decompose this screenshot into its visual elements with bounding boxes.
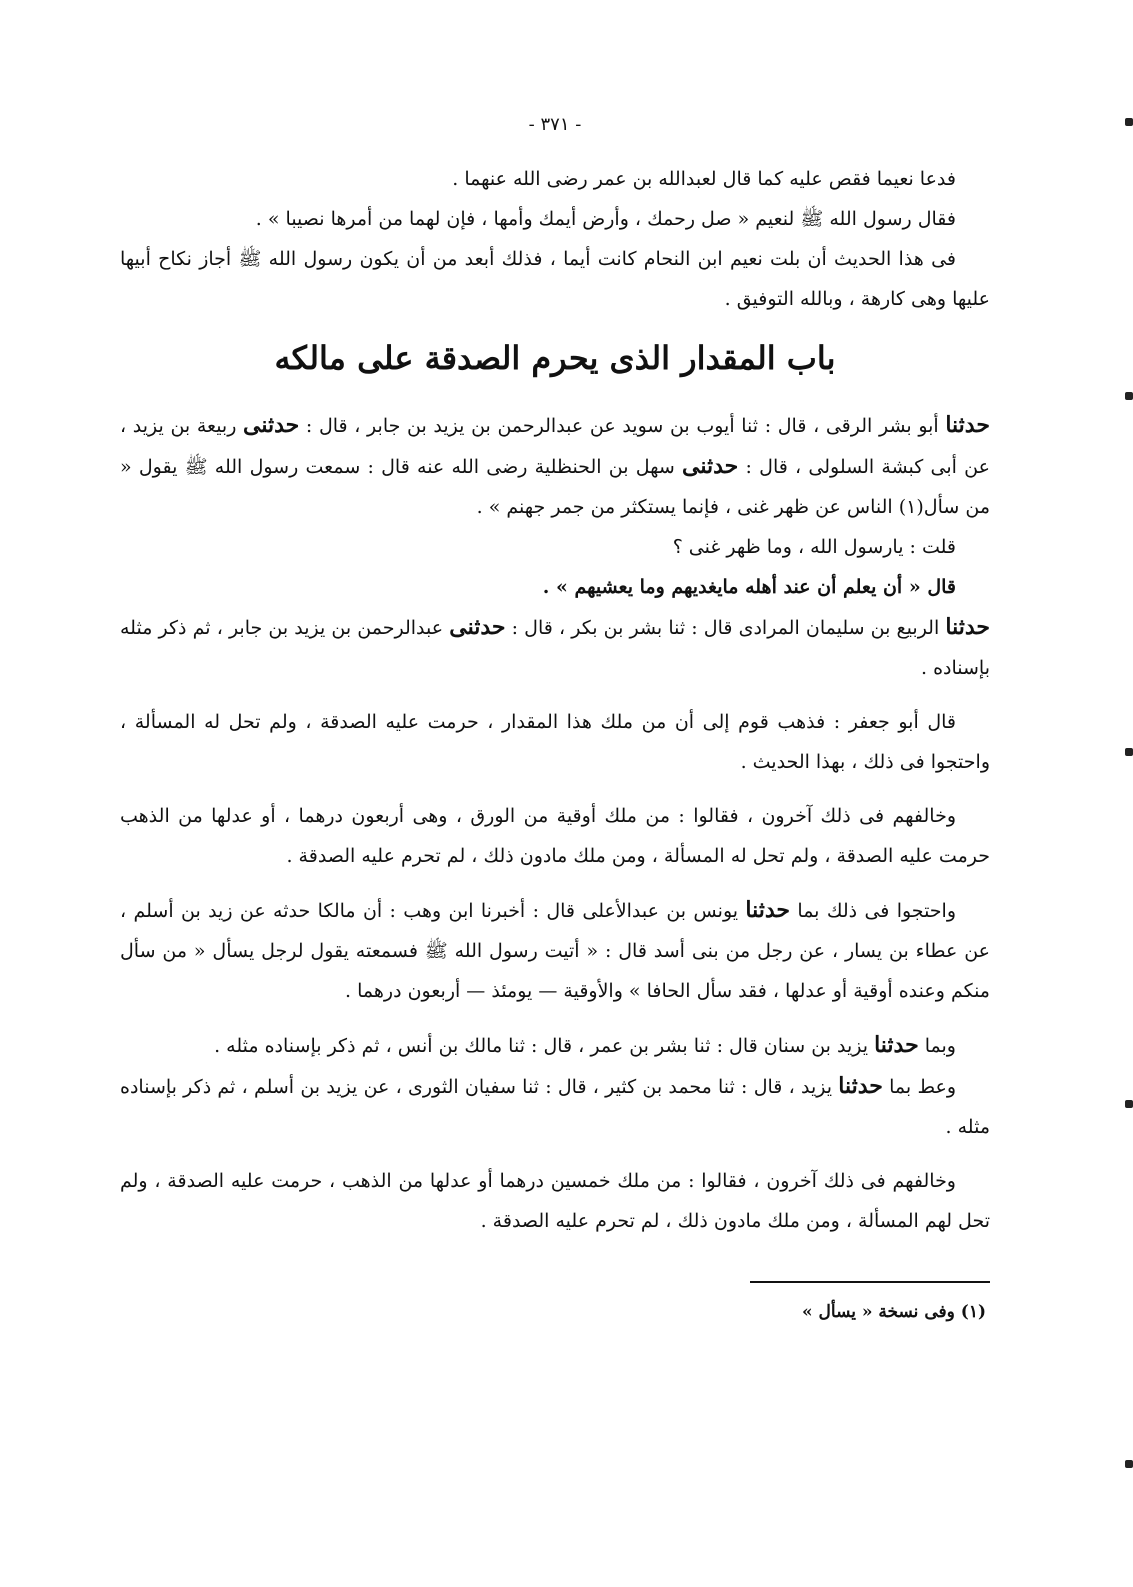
narration-keyword: حدثنى (682, 453, 739, 479)
paragraph-text: وبما (924, 1035, 956, 1057)
narration-keyword: حدثنا (945, 412, 990, 438)
narration-keyword: حدثنا (874, 1032, 919, 1058)
footnote: (١) وفى نسخة « يسأل » (802, 1302, 986, 1322)
paragraph-2: قلت : يارسول الله ، وما ظهر غنى ؟ (672, 536, 956, 558)
paragraph-text: الربيع بن سليمان المرادى قال : ثنا بشر بن بكر ، قال : (511, 617, 940, 639)
paragraph-text: أبو بشر الرقى ، قال : ثنا أيوب بن سويد عن عبدالرحمن بن يزيد بن جابر ، قال : (305, 415, 939, 437)
paragraph-10: وخالفهم فى ذلك آخرون ، فقالوا : من ملك خمسين درهما أو عدلها من الذهب ، حرمت عليه الصدقة ، ولم تحل لهم المسألة ، ومن ملك مادون ذلك ، لم تحرم عليه الصدقة . (120, 1170, 990, 1232)
narration-keyword: حدثنى (243, 412, 300, 438)
document-page (120, 100, 990, 1540)
paragraph-text: عبدالرحمن بن يزيد بن جابر ، ثم ذكر مثله بإسناده . (120, 617, 990, 679)
page-edge-mark (1125, 118, 1133, 126)
paragraph-text: واحتجوا فى ذلك بما (797, 900, 957, 922)
paragraph-text: يزيد ، قال : ثنا محمد بن كثير ، قال : ثنا سفيان الثورى ، عن يزيد بن أسلم ، ثم ذكر بإسناده مثله . (120, 1076, 990, 1138)
paragraph-1 (120, 405, 990, 527)
paragraph-5: قال أبو جعفر : فذهب قوم إلى أن من ملك هذا المقدار ، حرمت عليه الصدقة ، ولم تحل له المسألة ، واحتجوا فى ذلك ، بهذا الحديث . (120, 711, 990, 773)
paragraph-4 (120, 607, 990, 688)
page-edge-mark (1125, 392, 1133, 400)
paragraph-text: يونس بن عبدالأعلى قال : أخبرنا ابن وهب : أن مالكا حدثه عن زيد بن أسلم ، عن عطاء بن يسار ، عن رجل من بنى أسد قال : « أتيت رسول الله ﷺ فسمعته يقول لرجل يسأل « من سأل منكم وعنده أوقية أو عدلها ، فقد سأل الحافا » والأوقية — يومئذ — أربعون درهما . (120, 900, 990, 1002)
paragraph-6: وخالفهم فى ذلك آخرون ، فقالوا : من ملك أوقية من الورق ، وهى أربعون درهما ، أو عدلها من الذهب حرمت عليه الصدقة ، ولم تحل له المسألة ، ومن ملك مادون ذلك ، لم تحرم عليه الصدقة . (120, 805, 990, 867)
paragraph-text: وعط بما (889, 1076, 956, 1098)
page-number: - ٣٧١ - (528, 114, 582, 135)
paragraph-text: ربيعة بن يزيد ، عن أبى كبشة السلولى ، قال : (120, 415, 990, 478)
intro-line-2: فقال رسول الله ﷺ لنعيم « صل رحمك ، وأرض أيمك وأمها ، فإن لهما من أمرها نصيبا » . (255, 208, 956, 230)
page-edge-mark (1125, 748, 1133, 756)
chapter-title: باب المقدار الذى يحرم الصدقة على مالكه (274, 339, 836, 377)
page-edge-mark (1125, 1100, 1133, 1108)
paragraph-3: قال « أن يعلم أن عند أهله مايغديهم وما يعشيهم » . (542, 576, 956, 598)
paragraph-7 (120, 890, 990, 1011)
intro-line-3: فى هذا الحديث أن بلت نعيم ابن النحام كانت أيما ، فذلك أبعد من أن يكون رسول الله ﷺ أجاز نكاح أبيها عليها وهى كارهة ، وبالله التوفيق . (120, 248, 990, 310)
narration-keyword: حدثنا (838, 1073, 883, 1099)
page-edge-mark (1125, 1460, 1133, 1468)
narration-keyword: حدثنا (745, 897, 791, 923)
intro-line-1: فدعا نعيما فقص عليه كما قال لعبدالله بن عمر رضى الله عنهما . (452, 168, 956, 190)
paragraph-8 (120, 1025, 990, 1066)
paragraph-9 (120, 1066, 990, 1147)
paragraph-text: يزيد بن سنان قال : ثنا بشر بن عمر ، قال : ثنا مالك بن أنس ، ثم ذكر بإسناده مثله . (214, 1035, 869, 1057)
footnote-rule (750, 1281, 990, 1283)
narration-keyword: حدثنى (449, 614, 506, 640)
paragraph-text: سهل بن الحنظلية رضى الله عنه قال : سمعت رسول الله ﷺ يقول « من سأل(١) الناس عن ظهر غنى ، فإنما يستكثر من جمر جهنم » . (120, 456, 990, 518)
narration-keyword: حدثنا (945, 614, 991, 640)
